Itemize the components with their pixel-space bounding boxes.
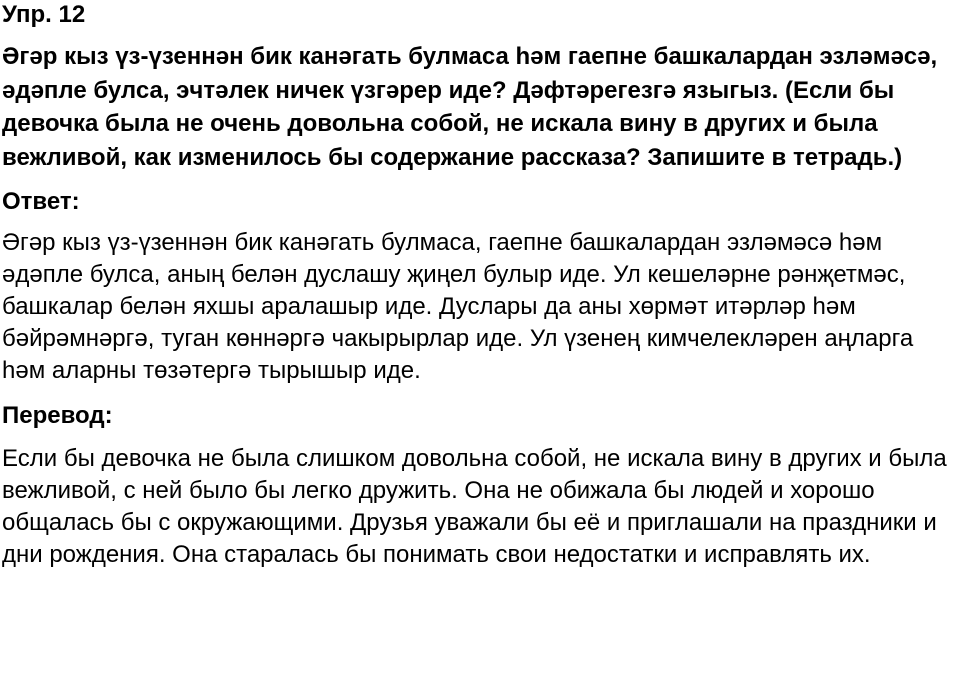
translation-text: Если бы девочка не была слишком довольна собой, не искала вину в других и была вежливой, с ней было бы легко дружить. Она не обижала бы людей и хорошо общалась бы с окружающими. Друзья уважали бы её и приглашали на праздники и дни рождения. Она старалась бы понимать свои недостатки и исправлять их.: [2, 445, 947, 568]
exercise-title: Упр. 12: [2, 1, 86, 28]
answer-heading: Ответ:: [2, 188, 80, 215]
exercise-page: [2, 0, 960, 571]
translation-heading: Перевод:: [2, 402, 113, 429]
exercise-task: Әгәр кыз үз-үзеннән бик канәгать булмаса һәм гаепне башкалардан эзләмәсә, әдәпле булса, эчтәлек ничек үзгәрер иде? Дәфтәрегезгә языгыз. (Если бы девочка была не очень довольна собой, не искала вину в других и была вежливой, как изменилось бы содержание рассказа? Запишите в тетрадь.): [2, 43, 938, 171]
answer-text: Әгәр кыз үз-үзеннән бик канәгать булмаса, гаепне башкалардан эзләмәсә һәм әдәпле булса, аның белән дуслашу җиңел булыр иде. Ул кешеләрне рәнҗетмәс, башкалар белән яхшы аралашыр иде. Дуслары да аны хөрмәт итәрләр һәм бәйрәмнәргә, туган көннәргә чакырырлар иде. Ул үзенең кимчелекләрен аңларга һәм аларны төзәтергә тырышыр иде.: [2, 229, 914, 384]
